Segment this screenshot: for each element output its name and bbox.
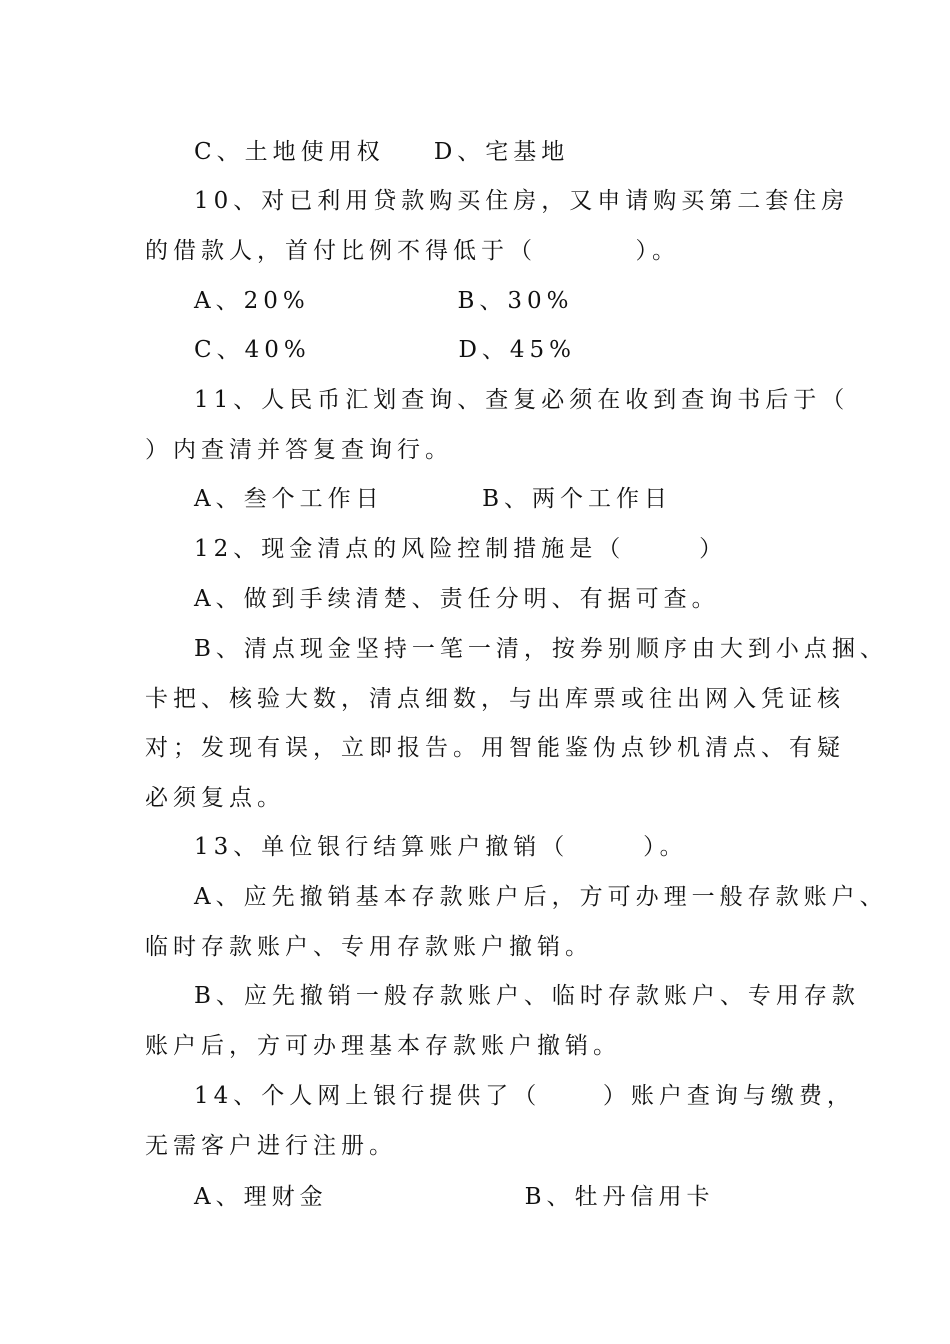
option-line: B、清点现金坚持一笔一清，按券别顺序由大到小点捆、 xyxy=(194,636,888,662)
option-continuation-line: 卡把、核验大数，清点细数，与出库票或往出网入凭证核 xyxy=(145,686,845,712)
option-line: B、应先撤销一般存款账户、临时存款账户、专用存款 xyxy=(194,983,860,1009)
option-line: A、做到手续清楚、责任分明、有据可查。 xyxy=(194,586,720,612)
question-12-line-1: 12、现金清点的风险控制措施是（ ） xyxy=(194,536,728,562)
question-11-line-1: 11、人民币汇划查询、查复必须在收到查询书后于（ xyxy=(194,387,850,413)
option-line: A、应先撤销基本存款账户后，方可办理一般存款账户、 xyxy=(194,884,888,910)
option-line: A、20% B、30% xyxy=(194,288,574,314)
option-continuation-line: 必须复点。 xyxy=(145,785,285,811)
option-line: C、40% D、45% xyxy=(194,337,577,363)
question-14-line-1: 14、个人网上银行提供了（ ）账户查询与缴费， xyxy=(194,1083,855,1109)
question-14-line-2: 无需客户进行注册。 xyxy=(145,1133,397,1159)
option-line: A、理财金 B、牡丹信用卡 xyxy=(194,1184,715,1210)
option-line: A、叁个工作日 B、两个工作日 xyxy=(194,486,672,512)
question-10-line-2: 的借款人，首付比例不得低于（ ）。 xyxy=(145,238,680,264)
question-10-line-1: 10、对已利用贷款购买住房，又申请购买第二套住房 xyxy=(194,188,850,214)
option-continuation-line: 临时存款账户、专用存款账户撤销。 xyxy=(145,934,593,960)
question-13-line-1: 13、单位银行结算账户撤销（ ）。 xyxy=(194,834,688,860)
option-line: C、土地使用权 D、宅基地 xyxy=(194,139,570,165)
question-11-line-2: ）内查清并答复查询行。 xyxy=(145,437,453,463)
option-continuation-line: 对；发现有误，立即报告。用智能鉴伪点钞机清点、有疑 xyxy=(145,735,845,761)
option-continuation-line: 账户后，方可办理基本存款账户撤销。 xyxy=(145,1033,621,1059)
